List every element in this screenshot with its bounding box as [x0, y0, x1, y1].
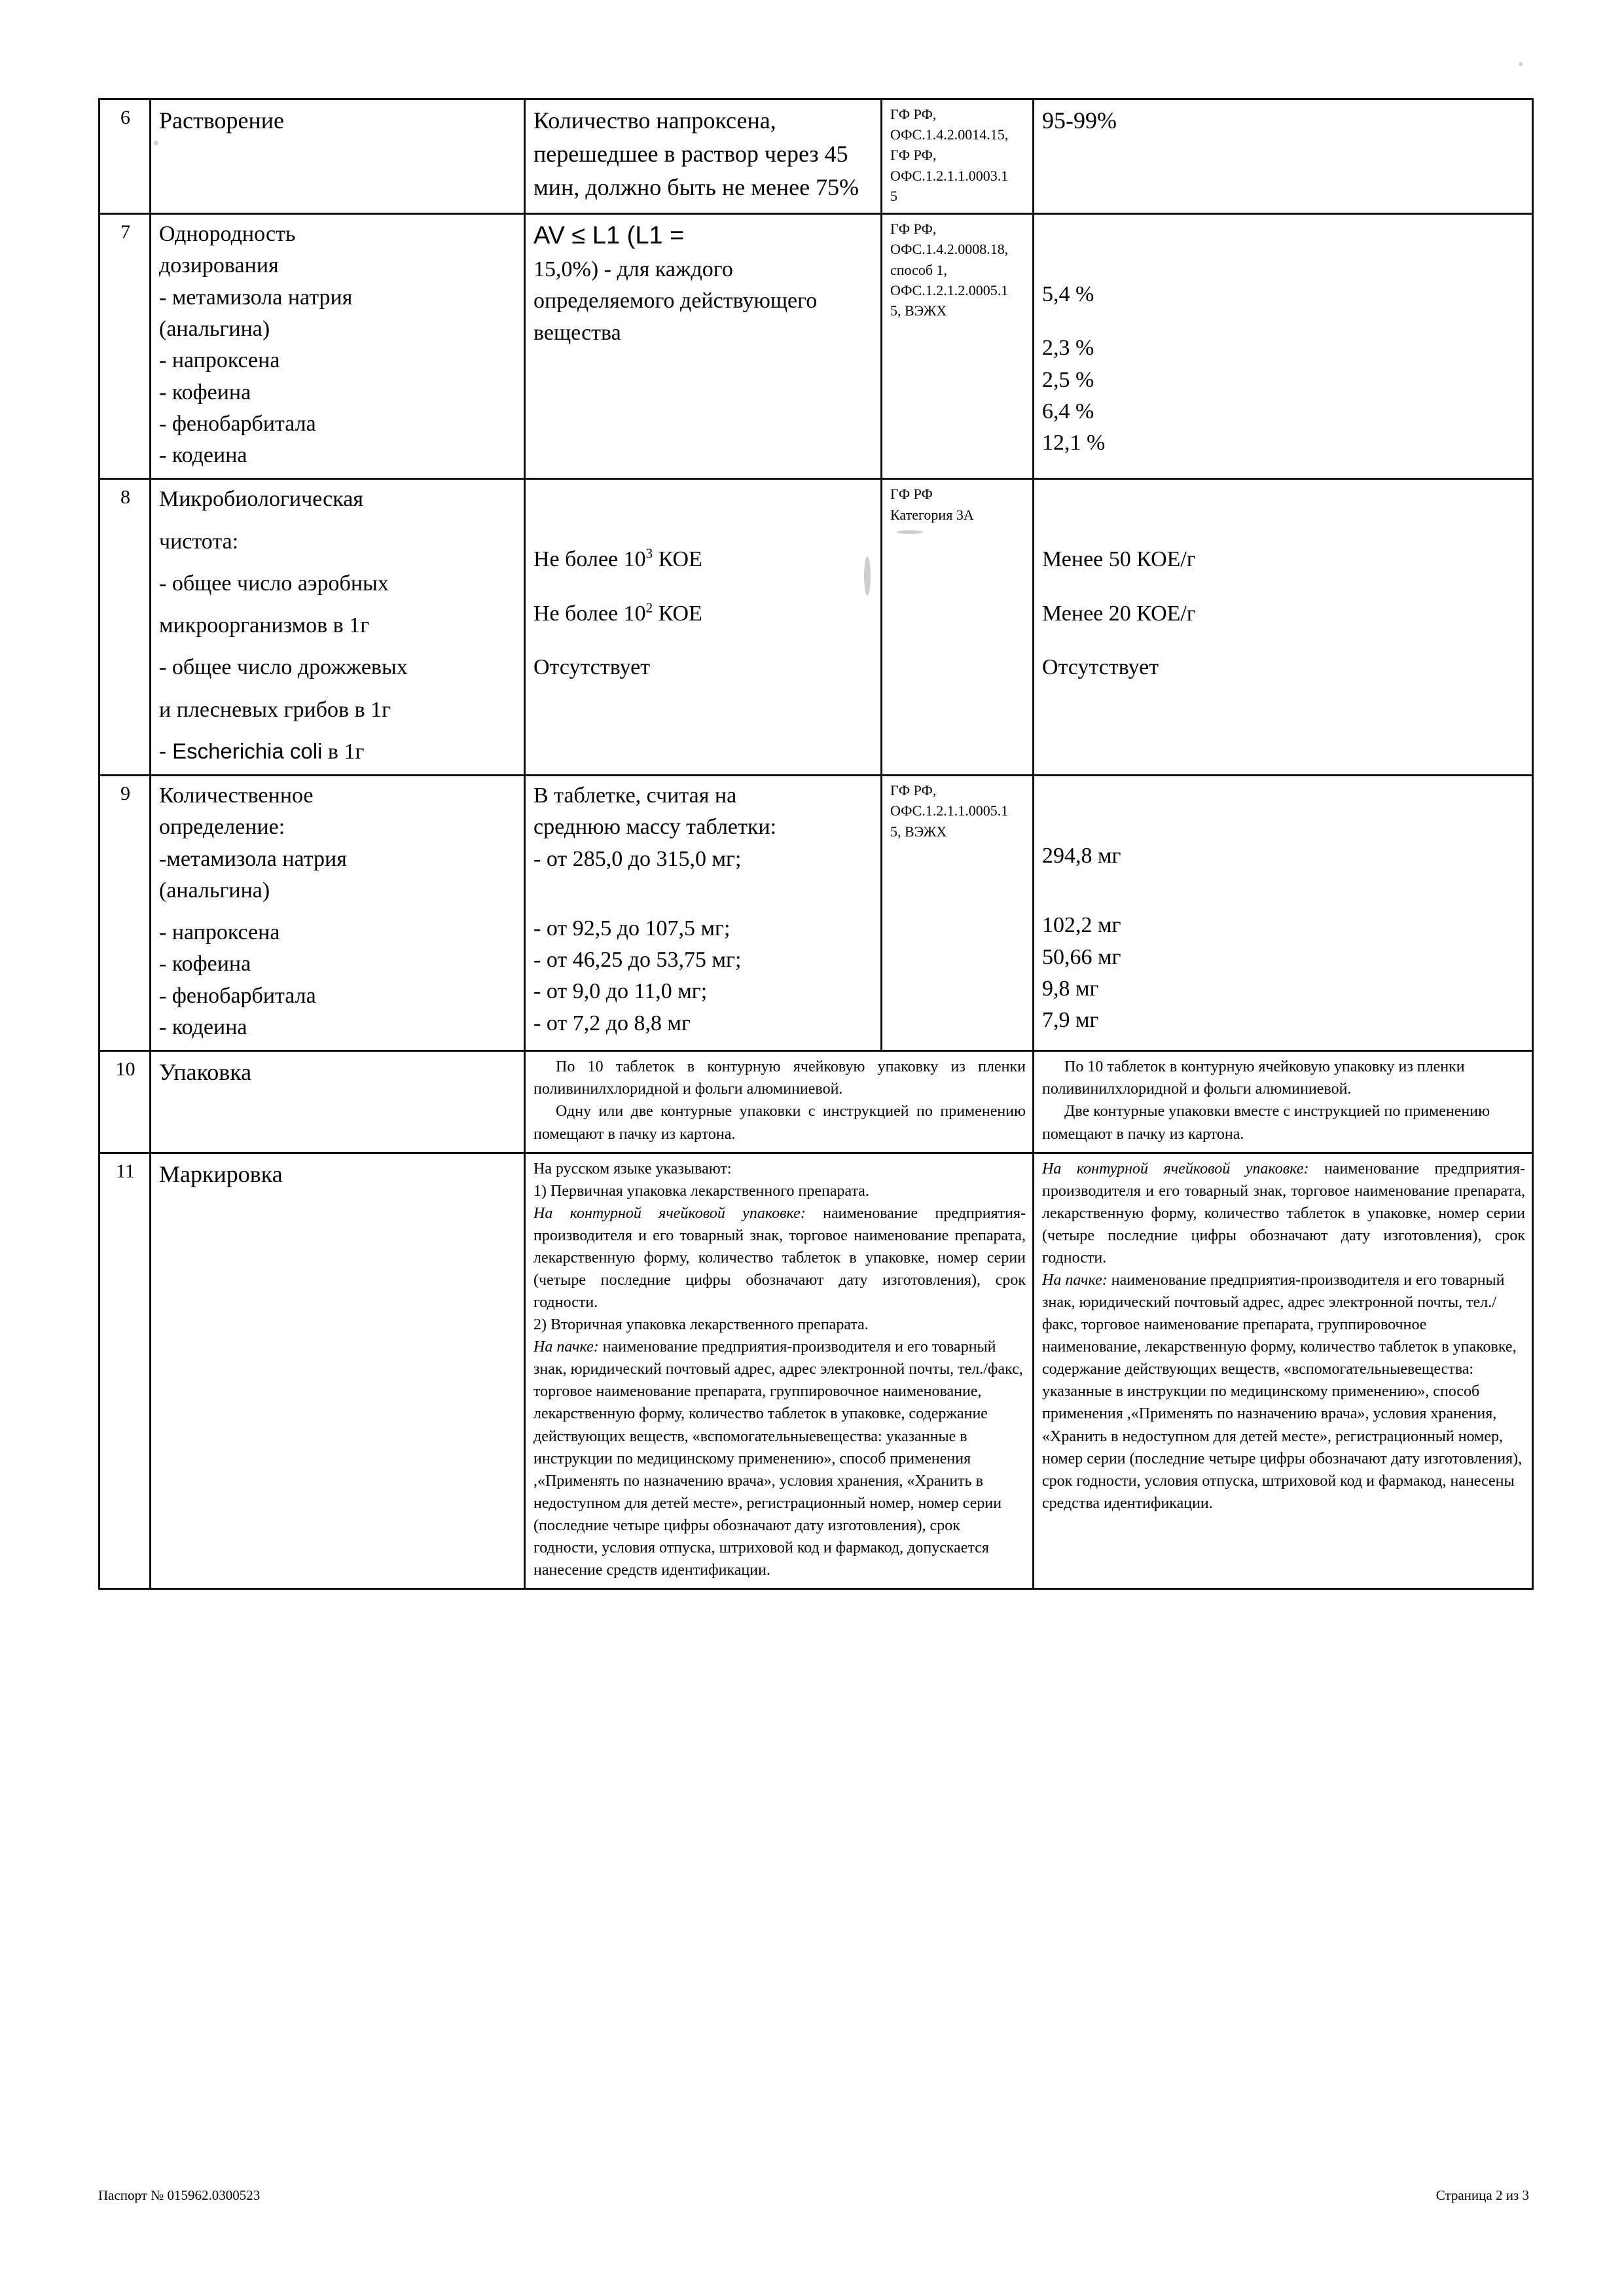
acceptance-value-formula: AV ≤ L1 (L1 =	[533, 222, 685, 250]
parameter-label: Микробиологическая	[159, 487, 363, 512]
parameter-label: Количественное	[159, 783, 314, 808]
specification-text: Количество напроксена, перешедшее в раствор через 45 мин, должно быть не менее 75%	[533, 107, 859, 201]
result-value: 95-99%	[1042, 107, 1117, 134]
row-result	[1034, 1153, 1533, 1588]
result-value: 7,9 мг	[1042, 1008, 1099, 1033]
result-value: 6,4 %	[1042, 399, 1094, 423]
scan-artifact	[1519, 62, 1523, 66]
marking-pack-label: На пачке:	[533, 1338, 599, 1356]
reference-line: ОФС.1.2.1.2.0005.1	[890, 281, 1009, 298]
reference-line: ОФС.1.4.2.0014.15,	[890, 126, 1009, 143]
limit-fungi-exponent: 2	[645, 600, 653, 616]
analyte-item: - напроксена	[159, 920, 280, 945]
limit-fungi	[533, 598, 874, 630]
analyte-item: - напроксена	[159, 348, 280, 373]
limit-aerobic-post: КОЕ	[653, 547, 702, 572]
parameter-label: определение:	[159, 815, 285, 840]
table-row	[99, 99, 1533, 214]
ecoli-unit: в 1г	[322, 739, 365, 764]
result-value: Менее 20 КОЕ/г	[1042, 601, 1196, 626]
table-row	[99, 776, 1533, 1051]
row-number: 9	[99, 776, 151, 1051]
table-row	[99, 1051, 1533, 1153]
ecoli-latin-name: - Escherichia coli	[159, 738, 323, 763]
row-result	[1034, 99, 1533, 214]
row-result	[1034, 479, 1533, 776]
analyte-item: - кофеина	[159, 952, 251, 977]
row-parameter-name	[151, 1153, 525, 1588]
limit-aerobic	[533, 544, 874, 575]
packaging-spec-secondary: Одну или две контурные упаковки с инструкцией по применению помещают в пачку из картона.	[533, 1103, 1026, 1143]
row-specification	[525, 1051, 1034, 1153]
marking-blister-body: наименование предприятия-производителя и его товарный знак, торговое наименование препарата, лекарственную форму, количество таблеток в упаковке, номер серии (четыре последние цифры обозначают дату изготовления), срок годности.	[533, 1204, 1026, 1312]
marking-result-pack-body: наименование предприятия-производителя и его товарный знак, юридический почтовый адрес, адрес электронной почты, тел./факс, торговое наименование препарата, группировочное наименование, лекарственную форму, количество таблеток в упаковке, содержание действующих веществ, «вспомогательныевещества: указанные в инструкции по медицинскому применению», способ применения ,«Применять по назначению врача», условия хранения, «Хранить в недоступном для детей месте», регистрационный номер, номер серии (последние четыре цифры обозначают дату изготовления), срок годности, условия отпуска, штриховой код и фармакод, нанесены средства идентификации.	[1042, 1271, 1523, 1512]
analyte-item: - кофеина	[159, 380, 251, 404]
parameter-label: Маркировка	[159, 1160, 283, 1187]
row-number: 8	[99, 479, 151, 776]
marking-pack-paragraph	[533, 1336, 1026, 1581]
limit-aerobic-pre: Не более 10	[533, 547, 646, 572]
reference-line: ГФ РФ,	[890, 782, 937, 799]
row-specification	[525, 776, 882, 1051]
result-value: 294,8 мг	[1042, 844, 1121, 869]
parameter-label: Растворение	[159, 107, 284, 134]
row-specification	[525, 1153, 1034, 1588]
analyte-item: - кодеина	[159, 443, 247, 468]
table-row	[99, 479, 1533, 776]
row-result	[1034, 776, 1533, 1051]
analyte-item: -метамизола натрия	[159, 846, 347, 871]
spec-range: - от 285,0 до 315,0 мг;	[533, 846, 742, 871]
marking-result-blister-body: наименование предприятия-производителя и его товарный знак, торговое наименование препарата, лекарственную форму, количество таблеток в упаковке, номер серии (четыре последние цифры обозначают дату изготовления), срок годности.	[1042, 1160, 1525, 1266]
analyte-item: - общее число аэробных	[159, 571, 389, 596]
packaging-result-secondary: Две контурные упаковки вместе с инструкцией по применению помещают в пачку из картона.	[1042, 1103, 1490, 1143]
reference-line: ОФС.1.2.1.1.0003.1	[890, 167, 1009, 184]
row-parameter-name	[151, 214, 525, 479]
analyte-item-ecoli	[159, 736, 517, 768]
reference-line: ОФС.1.2.1.1.0005.1	[890, 802, 1009, 819]
row-number: 11	[99, 1153, 151, 1588]
row-parameter-name	[151, 776, 525, 1051]
table-row	[99, 1153, 1533, 1588]
passport-number: Паспорт № 015962.0300523	[98, 2187, 261, 2203]
packaging-spec-primary: По 10 таблеток в контурную ячейковую упаковку из пленки поливинилхлоридной и фольги алюминиевой.	[533, 1058, 1026, 1098]
reference-line: ГФ РФ,	[890, 106, 937, 122]
row-parameter-name	[151, 99, 525, 214]
specification-head: среднюю массу таблетки:	[533, 815, 777, 840]
analyte-item: - общее число дрожжевых	[159, 655, 408, 680]
reference-line: способ 1,	[890, 261, 948, 278]
analyte-item: и плесневых грибов в 1г	[159, 697, 391, 722]
row-parameter-name	[151, 479, 525, 776]
row-reference	[882, 99, 1034, 214]
result-value: Менее 50 КОЕ/г	[1042, 547, 1196, 572]
marking-pack-body: наименование предприятия-производителя и его товарный знак, юридический почтовый адрес, адрес электронной почты, тел./факс, торговое наименование препарата, группировочное наименование, лекарственную форму, количество таблеток в упаковке, содержание действующих веществ, «вспомогательныевещества: указанные в инструкции по медицинскому применению», способ применения ,«Применять по назначению врача», условия хранения, «Хранить в недоступном для детей месте», регистрационный номер, номер серии (последние четыре цифры обозначают дату изготовления), срок годности, условия отпуска, штриховой код и фармакод, допускается нанесение средств идентификации.	[533, 1338, 1023, 1579]
analyte-item: (анальгина)	[159, 316, 270, 341]
limit-fungi-pre: Не более 10	[533, 601, 646, 626]
spec-range: - от 92,5 до 107,5 мг;	[533, 916, 731, 941]
reference-line: 5	[890, 187, 897, 204]
parameter-label: Упаковка	[159, 1059, 252, 1086]
limit-ecoli: Отсутствует	[533, 655, 651, 679]
marking-primary-heading: 1) Первичная упаковка лекарственного препарата.	[533, 1182, 869, 1200]
specification-table	[98, 98, 1534, 1590]
marking-result-blister-paragraph	[1042, 1158, 1525, 1269]
analyte-item: микроорганизмов в 1г	[159, 613, 370, 638]
limit-aerobic-exponent: 3	[645, 545, 653, 562]
marking-blister-paragraph	[533, 1202, 1026, 1314]
row-result	[1034, 214, 1533, 479]
row-parameter-name	[151, 1051, 525, 1153]
parameter-label: Однородность	[159, 222, 296, 247]
analyte-item: - фенобарбитала	[159, 983, 316, 1008]
analyte-item: - метамизола натрия	[159, 285, 353, 310]
spec-range: - от 7,2 до 8,8 мг	[533, 1011, 691, 1035]
result-value: 2,3 %	[1042, 336, 1094, 361]
marking-secondary-heading: 2) Вторичная упаковка лекарственного препарата.	[533, 1316, 869, 1334]
reference-line: ОФС.1.4.2.0008.18,	[890, 241, 1009, 258]
marking-result-pack-label: На пачке:	[1042, 1271, 1108, 1289]
row-number: 10	[99, 1051, 151, 1153]
analyte-item: - фенобарбитала	[159, 411, 316, 436]
result-value: 12,1 %	[1042, 431, 1106, 456]
row-specification	[525, 479, 882, 776]
result-value: Отсутствует	[1042, 655, 1159, 679]
parameter-label: чистота:	[159, 529, 239, 554]
reference-line: ГФ РФ	[890, 486, 933, 503]
limit-fungi-post: КОЕ	[653, 601, 702, 626]
reference-line: Категория 3А	[890, 506, 974, 523]
parameter-label: дозирования	[159, 253, 279, 278]
reference-line: ГФ РФ,	[890, 221, 937, 238]
analyte-item: (анальгина)	[159, 878, 270, 903]
result-value: 9,8 мг	[1042, 976, 1099, 1001]
marking-result-blister-label: На контурной ячейковой упаковке:	[1042, 1160, 1309, 1177]
row-result	[1034, 1051, 1533, 1153]
specification-head: В таблетке, считая на	[533, 783, 737, 808]
row-specification	[525, 214, 882, 479]
row-reference	[882, 479, 1034, 776]
result-value: 2,5 %	[1042, 367, 1094, 392]
row-reference	[882, 214, 1034, 479]
table-row	[99, 214, 1533, 479]
page-footer	[98, 2187, 1529, 2204]
row-number: 6	[99, 99, 151, 214]
marking-blister-label: На контурной ячейковой упаковке:	[533, 1204, 806, 1222]
row-number: 7	[99, 214, 151, 479]
marking-result-pack-paragraph	[1042, 1269, 1525, 1515]
result-value: 102,2 мг	[1042, 913, 1121, 938]
row-reference	[882, 776, 1034, 1051]
result-value: 50,66 мг	[1042, 944, 1121, 969]
row-specification	[525, 99, 882, 214]
specification-text: 15,0%) - для каждого определяемого действующего вещества	[533, 257, 818, 345]
spec-range: - от 46,25 до 53,75 мг;	[533, 948, 742, 973]
reference-line: 5, ВЭЖХ	[890, 823, 947, 840]
result-value: 5,4 %	[1042, 282, 1094, 307]
analyte-item: - кодеина	[159, 1015, 247, 1040]
marking-intro: На русском языке указывают:	[533, 1160, 732, 1177]
page-indicator: Страница 2 из 3	[1435, 2187, 1529, 2203]
reference-line: ГФ РФ,	[890, 147, 937, 164]
reference-line: 5, ВЭЖХ	[890, 302, 947, 319]
spec-range: - от 9,0 до 11,0 мг;	[533, 979, 708, 1004]
packaging-result-primary: По 10 таблеток в контурную ячейковую упаковку из пленки поливинилхлоридной и фольги алюминиевой.	[1042, 1058, 1465, 1098]
